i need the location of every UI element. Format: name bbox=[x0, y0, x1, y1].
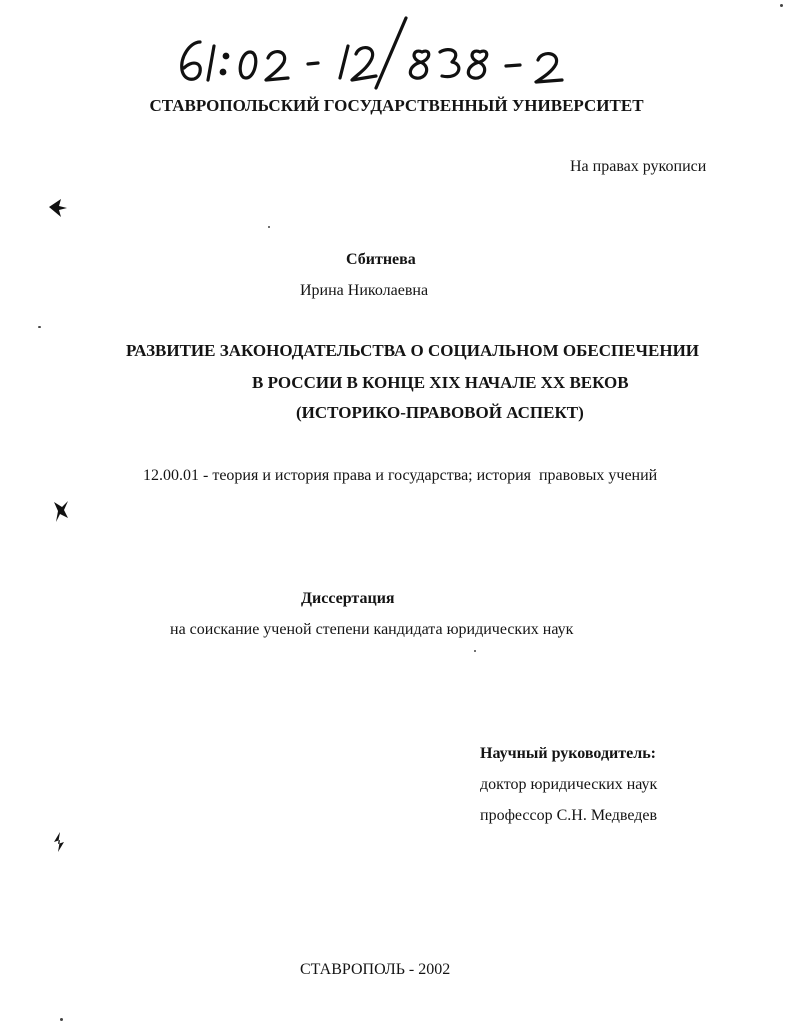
specialty-code: 12.00.01 - теория и история права и государства; история правовых учений bbox=[143, 467, 658, 484]
supervisor-name: профессор С.Н. Медведев bbox=[480, 807, 658, 824]
scan-speck bbox=[38, 326, 41, 328]
work-type: Диссертация bbox=[301, 590, 395, 607]
title-line-1: РАЗВИТИЕ ЗАКОНОДАТЕЛЬСТВА О СОЦИАЛЬНОМ ОБЕСПЕЧЕНИИ bbox=[126, 341, 700, 360]
binder-hole-mark-icon bbox=[48, 830, 72, 856]
manuscript-rights-note: На правах рукописи bbox=[570, 158, 707, 175]
scan-speck bbox=[780, 4, 783, 7]
author-given-names: Ирина Николаевна bbox=[300, 282, 429, 299]
title-line-2: В РОССИИ В КОНЦЕ XIX НАЧАЛЕ XX ВЕКОВ bbox=[252, 373, 629, 392]
degree-sought: на соискание ученой степени кандидата юридических наук bbox=[170, 621, 574, 638]
supervisor-heading: Научный руководитель: bbox=[480, 745, 656, 762]
university-name: СТАВРОПОЛЬСКИЙ ГОСУДАРСТВЕННЫЙ УНИВЕРСИТЕТ bbox=[149, 96, 644, 115]
scan-speck bbox=[474, 650, 476, 652]
city-year: СТАВРОПОЛЬ - 2002 bbox=[300, 961, 451, 978]
binder-hole-mark-icon bbox=[47, 195, 71, 221]
scan-speck bbox=[268, 226, 270, 228]
binder-hole-mark-icon bbox=[50, 498, 74, 524]
handwritten-archive-number bbox=[170, 12, 590, 90]
author-surname: Сбитнева bbox=[346, 251, 416, 268]
scan-speck bbox=[60, 1018, 63, 1021]
title-line-3: (ИСТОРИКО-ПРАВОВОЙ АСПЕКТ) bbox=[296, 403, 584, 422]
supervisor-degree: доктор юридических наук bbox=[480, 776, 658, 793]
